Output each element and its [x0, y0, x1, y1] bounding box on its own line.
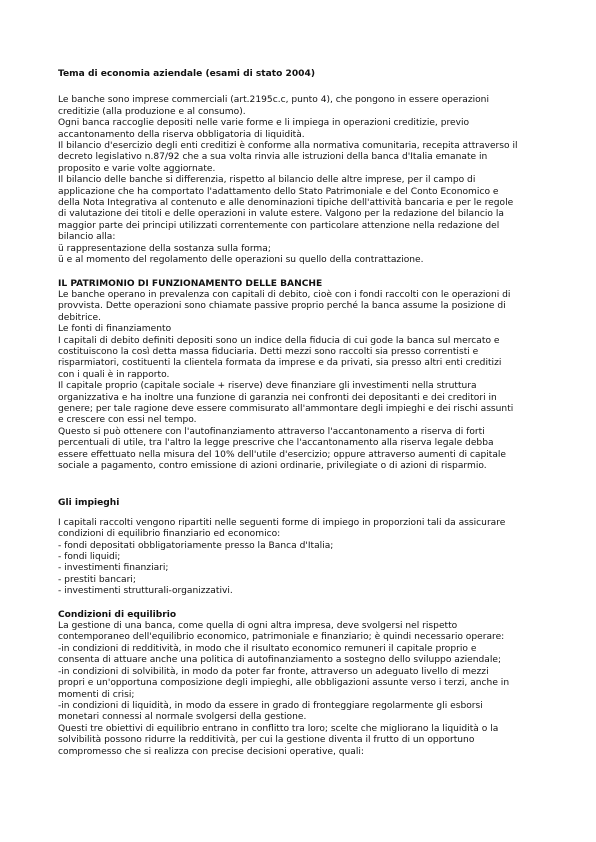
body-line: risparmiatori, costituenti la clientela formata da imprese e da privati, sia presso altri enti creditizi	[58, 358, 502, 369]
list-item: - fondi liquidi;	[58, 552, 121, 563]
list-item: - investimenti finanziari;	[58, 563, 169, 574]
subheading-fonti: Le fonti di finanziamento	[58, 324, 172, 335]
body-line: debitrice.	[58, 312, 101, 323]
body-line: Le banche operano in prevalenza con capitali di debito, cioè con i fondi raccolti con le operazioni di	[58, 289, 511, 300]
intro-line: della Nota Integrativa al contenuto e alle denominazioni tipiche dell'attività bancaria e per le regole	[58, 198, 514, 209]
body-line: con i quali è in rapporto.	[58, 369, 170, 380]
body-line: propri e un'opportuna composizione degli impieghi, alle obbligazioni assunte verso i terzi, anche in	[58, 678, 510, 689]
body-line: percentuali di utile, tra l'altro la legge prescrive che l'accantonamento alla riserva legale debba	[58, 438, 494, 449]
intro-bullet: ü e al momento del regolamento delle operazioni su quello della contrattazione.	[58, 255, 424, 266]
intro-bullet: ü rappresentazione della sostanza sulla forma;	[58, 243, 271, 254]
intro-line: bilancio alla:	[58, 232, 116, 243]
body-line: essere effettuato nella misura del 10% dell'utile d'esercizio; oppure attraverso aumenti di capitale	[58, 449, 507, 460]
intro-line: maggior parte dei principi utilizzati correntemente con particolare attenzione nella redazione del	[58, 220, 500, 231]
body-line: provvista. Dette operazioni sono chiamate passive proprio perché la banca assume la posizione di	[58, 301, 506, 312]
intro-line: proposito e varie volte aggiornate.	[58, 163, 216, 174]
intro-line: applicazione che ha comportato l'adattamento dello Stato Patrimoniale e del Conto Economico e	[58, 186, 499, 197]
list-item: - fondi depositati obbligatoriamente presso la Banca d'Italia;	[58, 540, 334, 551]
section-patrimonio-body	[58, 290, 546, 473]
body-line: Questo si può ottenere con l'autofinanziamento attraverso l'accantonamento a riserva di forti	[58, 426, 485, 437]
body-line: genere; per tale ragione deve essere commisurato all'ammontare degli impieghi e dei rischi assunti	[58, 403, 514, 414]
body-line: e crescere con essi nel tempo.	[58, 415, 197, 426]
section-impieghi-body	[58, 518, 546, 598]
body-line: Il capitale proprio (capitale sociale + riserve) deve finanziare gli investimenti nella struttura	[58, 381, 477, 392]
body-line: organizzativa e ha inoltre una funzione di garanzia nei confronti dei depositanti e dei creditori in	[58, 392, 497, 403]
body-line: Questi tre obiettivi di equilibrio entrano in conflitto tra loro; scelte che migliorano la liquidità o la	[58, 723, 499, 734]
body-line: solvibilità possono ridurre la redditività, per cui la gestione diventa il frutto di un opportuno	[58, 735, 475, 746]
intro-line: decreto legislativo n.87/92 che a sua volta rinvia alle istruzioni della banca d'Italia emanate in	[58, 152, 488, 163]
body-line: -in condizioni di redditività, in modo che il risultato economico remuneri il capitale proprio e	[58, 643, 477, 654]
intro-line: Ogni banca raccoglie depositi nelle varie forme e li impiega in operazioni creditizie, previo	[58, 118, 470, 129]
list-item: - prestiti bancari;	[58, 574, 136, 585]
body-line: compromesso che si realizza con precise decisioni operative, quali:	[58, 746, 364, 757]
section-heading-impieghi: Gli impieghi	[58, 498, 120, 509]
document-title: Tema di economia aziendale (esami di stato 2004)	[58, 69, 315, 79]
body-line: sociale a pagamento, contro emissione di azioni ordinarie, privilegiate o di azioni di risparmio.	[58, 461, 487, 471]
section-heading-equilibrio: Condizioni di equilibrio	[58, 609, 177, 620]
intro-line: Il bilancio delle banche si differenzia, rispetto al bilancio delle altre imprese, per il campo di	[58, 175, 476, 186]
intro-paragraph	[58, 95, 546, 266]
body-line: costituiscono la così detta massa fiduciaria. Detti mezzi sono raccolti sia presso correntisti e	[58, 346, 479, 357]
intro-line: creditizie (alla produzione e al consumo).	[58, 106, 246, 117]
section-heading-patrimonio: IL PATRIMONIO DI FUNZIONAMENTO DELLE BANCHE	[58, 278, 323, 289]
intro-line: di valutazione dei titoli e delle operazioni in valute estere. Valgono per la redazione del bilancio la	[58, 209, 504, 220]
body-line: -in condizioni di liquidità, in modo da essere in grado di fronteggiare regolarmente gli esborsi	[58, 700, 483, 711]
body-line: condizioni di equilibrio finanziario ed economico:	[58, 529, 281, 540]
body-line: -in condizioni di solvibilità, in modo da poter far fronte, attraverso un adeguato livello di mezzi	[58, 666, 489, 677]
body-line: contemporaneo dell'equilibrio economico, patrimoniale e finanziario; è quindi necessario operare:	[58, 632, 505, 643]
body-line: momenti di crisi;	[58, 689, 135, 700]
body-line: I capitali di debito definiti depositi sono un indice della fiducia di cui gode la banca sul mercato e	[58, 335, 500, 346]
intro-line: Le banche sono imprese commerciali (art.2195c.c, punto 4), che pongono in essere operazioni	[58, 95, 489, 106]
intro-line: Il bilancio d'esercizio degli enti creditizi è conforme alla normativa comunitaria, recepita attraverso il	[58, 141, 518, 152]
section-equilibrio-body	[58, 621, 546, 758]
list-item: - investimenti strutturali-organizzativi.	[58, 586, 233, 597]
body-line: consenta di attuare anche una politica di autofinanziamento a sostegno dello sviluppo aziendale;	[58, 655, 502, 666]
body-line: monetari connessi al normale svolgersi della gestione.	[58, 712, 307, 723]
intro-line: accantonamento della riserva obbligatoria di liquidità.	[58, 129, 305, 140]
body-line: La gestione di una banca, come quella di ogni altra impresa, deve svolgersi nel rispetto	[58, 621, 458, 632]
body-line: I capitali raccolti vengono ripartiti nelle seguenti forme di impiego in proporzioni tali da assicurare	[58, 517, 506, 528]
